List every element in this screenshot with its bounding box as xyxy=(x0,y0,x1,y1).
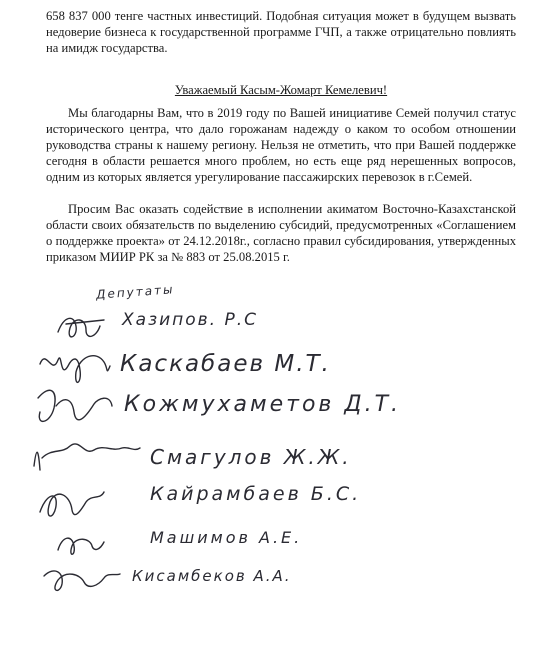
signatory-name: Машимов А.Е. xyxy=(150,528,303,547)
signatory-name: Каскабаев М.Т. xyxy=(120,351,331,377)
paragraph-thanks: Мы благодарны Вам, что в 2019 году по Вашей инициативе Семей получил статус исторического центра, что дало горожанам надежду о каком то особом отношении руководства страны к нашему региону. Нельзя не отметить, что при Вашей поддержке сегодня в области решается много проблем, но есть еще ряд нерешенных вопросов, одним из которых является урегулирование пассажирских перевозок в г.Семей. xyxy=(46,106,516,184)
signature-mark xyxy=(58,318,104,337)
signature-block xyxy=(0,280,539,667)
signatory-name: Смагулов Ж.Ж. xyxy=(150,445,352,469)
signature-mark xyxy=(40,356,110,383)
paragraph-request: Просим Вас оказать содействие в исполнении акиматом Восточно-Казахстанской области своих обязательств по выделению субсидий, предусмотренных «Соглашением о поддержке проекта» от 24.12.2018г., согласно правил субсидирования, утвержденных приказом МИИР РК за № 883 от 25.08.2015 г. xyxy=(46,202,516,264)
signature-mark xyxy=(58,538,104,554)
paragraph-top: 658 837 000 тенге частных инвестиций. Подобная ситуация может в будущем вызвать недоверие бизнеса к государственной программе ГЧП, а также отрицательно повлиять на имидж государства. xyxy=(46,9,516,55)
signature-mark xyxy=(44,571,120,590)
signature-mark xyxy=(38,390,112,421)
signature-mark xyxy=(34,444,140,470)
signature-marks xyxy=(0,280,539,667)
signatory-name: Кайрамбаев Б.С. xyxy=(150,483,362,505)
salutation: Уважаемый Касым-Жомарт Кемелевич! xyxy=(174,83,388,97)
signature-mark xyxy=(40,492,104,516)
signatory-name: Кожмухаметов Д.Т. xyxy=(124,392,401,417)
signatories-heading: Депутаты xyxy=(95,282,175,302)
signatory-name: Хазипов. Р.С xyxy=(122,310,259,330)
signatory-name: Кисамбеков А.А. xyxy=(132,567,292,585)
